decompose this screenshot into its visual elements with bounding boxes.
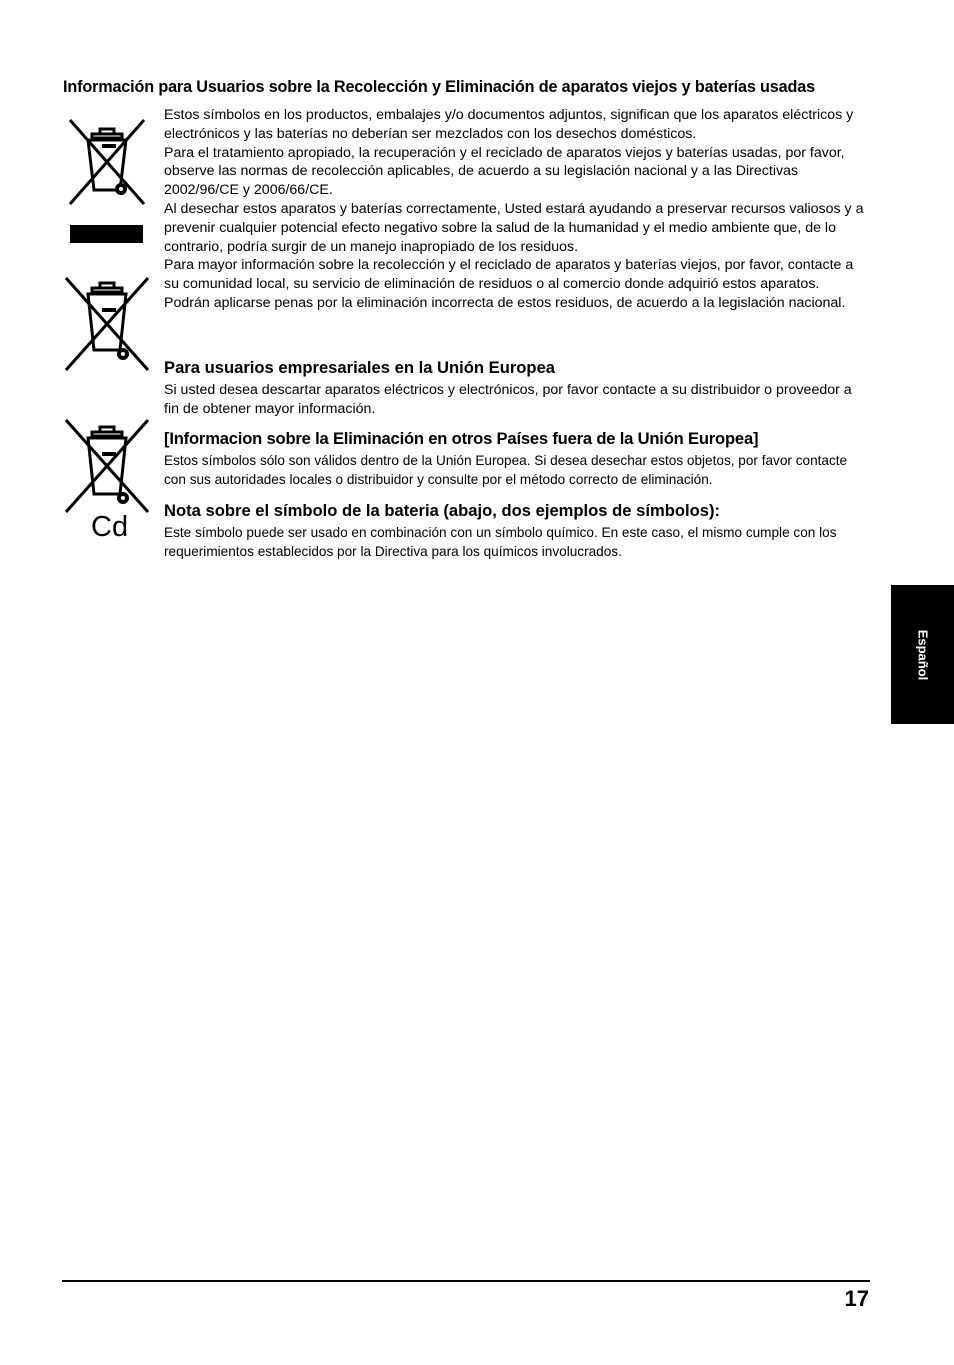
paragraph: Estos símbolos en los productos, embalajes y/o documentos adjuntos, significan que los aparatos eléctricos y electrónicos y las baterías no deberían ser mezclados con los desechos domésticos. bbox=[164, 107, 854, 142]
battery-symbol-section bbox=[164, 500, 864, 562]
crossed-out-wheeled-bin-icon bbox=[62, 276, 152, 372]
footer-rule bbox=[62, 1280, 870, 1282]
intro-section bbox=[164, 106, 864, 313]
section-heading: [Informacion sobre la Eliminación en otros Países fuera de la Unión Europea] bbox=[164, 429, 759, 448]
section-heading: Para usuarios empresariales en la Unión Europea bbox=[164, 358, 556, 377]
solid-bar-icon bbox=[70, 225, 143, 243]
paragraph: Al desechar estos aparatos y baterías correctamente, Usted estará ayudando a preservar recursos valiosos y a prevenir cualquier potencial efecto negativo sobre la salud de la humanidad y el medio ambiente que, de lo contrario, podría surgir de un manejo inapropiado de los residuos. bbox=[164, 200, 864, 255]
outside-eu-section bbox=[164, 428, 864, 490]
paragraph: Podrán aplicarse penas por la eliminación incorrecta de estos residuos, de acuerdo a la legislación nacional. bbox=[164, 294, 846, 311]
section-heading: Nota sobre el símbolo de la bateria (abajo, dos ejemplos de símbolos): bbox=[164, 501, 721, 520]
paragraph: Para mayor información sobre la recolección y el reciclado de aparatos y baterías viejos, por favor, contacte a su comunidad local, su servicio de eliminación de residuos o al comercio donde adquirió estos aparatos. bbox=[164, 257, 854, 293]
paragraph: Este símbolo puede ser usado en combinación con un símbolo químico. En este caso, el mismo cumple con los requerimientos establecidos por la Directiva para los químicos involucrados. bbox=[164, 525, 837, 559]
crossed-out-wheeled-bin-icon bbox=[62, 418, 152, 514]
chemical-symbol: Cd bbox=[91, 511, 129, 543]
language-tab bbox=[891, 585, 954, 724]
paragraph: Estos símbolos sólo son válidos dentro de la Unión Europea. Si desea desechar estos objetos, por favor contacte con sus autoridades locales o distribuidor y consulte por el método correcto de eliminación. bbox=[164, 453, 848, 487]
page-title: Información para Usuarios sobre la Recolección y Eliminación de aparatos viejos y baterías usadas bbox=[63, 78, 815, 96]
page-number: 17 bbox=[844, 1286, 869, 1311]
language-tab-label: Español bbox=[915, 629, 930, 680]
business-users-section bbox=[164, 357, 864, 419]
crossed-out-wheeled-bin-icon bbox=[62, 112, 152, 208]
paragraph: Si usted desea descartar aparatos eléctricos y electrónicos, por favor contacte a su distribuidor o proveedor a fin de obtener mayor información. bbox=[164, 382, 852, 417]
paragraph: Para el tratamiento apropiado, la recuperación y el reciclado de aparatos viejos y baterías usadas, por favor, observe las normas de recolección aplicables, de acuerdo a su legislación nacional y a las Directivas 2002/96/CE y 2006/66/CE. bbox=[164, 144, 845, 199]
